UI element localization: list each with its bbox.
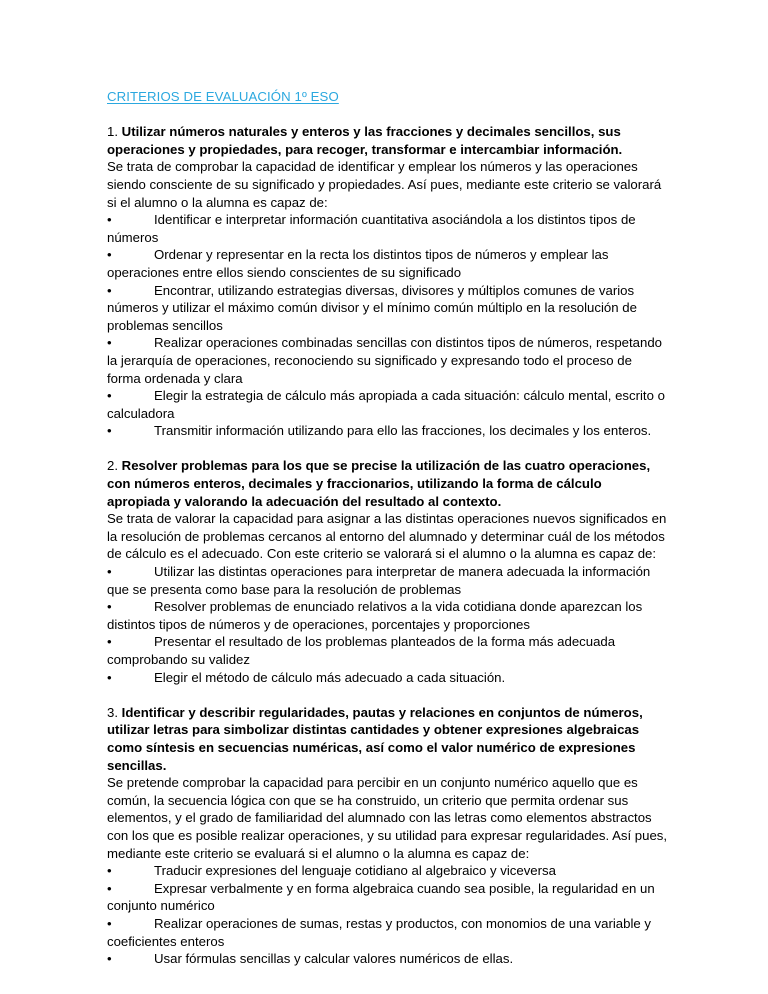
bullet-dot-icon: • [107,388,112,404]
list-item [107,387,668,422]
list-item-text: Realizar operaciones de sumas, restas y productos, con monomios de una variable y coeficientes enteros [107,915,651,949]
list-item [107,598,668,633]
bullet-dot-icon: • [107,212,112,228]
criterion-number: 2. [107,458,122,474]
criterion-body: Se trata de comprobar la capacidad de identificar y emplear los números y las operaciones siendo consciente de su significado y propiedades. Así pues, mediante este criterio se valorará si el alumno o la alumna es capaz de: [107,159,662,210]
bullet-dot-icon: • [107,282,112,298]
criterion-section [107,704,668,968]
list-item [107,880,668,915]
title-spacer [107,106,668,124]
criterion-bullet-list [107,862,668,968]
list-item-text: Elegir la estrategia de cálculo más apropiada a cada situación: cálculo mental, escrito o calculadora [107,388,665,421]
list-item-text: Utilizar las distintas operaciones para interpretar de manera adecuada la información que se presenta como base para la resolución de problemas [107,564,651,597]
criterion-heading [107,123,668,158]
section-spacer [107,686,668,704]
criterion-title: Utilizar números naturales y enteros y las fracciones y decimales sencillos, sus operaciones y propiedades, para recoger, transformar e intercambiar información. [107,124,623,157]
criterion-title: Resolver problemas para los que se precise la utilización de las cuatro operaciones, con números enteros, decimales y fraccionarios, utilizando la forma de cálculo apropiada y valorando la adecuación del resultado al contexto. [107,458,651,509]
list-item-text: Elegir el método de cálculo más adecuado a cada situación. [154,669,506,685]
criterion-heading [107,457,668,510]
criterion-title: Identificar y describir regularidades, pautas y relaciones en conjuntos de números, utilizar letras para simbolizar distintas cantidades y obtener expresiones algebraicas como síntesis en secuencias numéricas, así como el valor numérico de expresiones sencillas. [107,704,643,773]
list-item [107,862,668,880]
criterion-section [107,123,668,440]
criterion-number: 1. [107,124,122,140]
bullet-dot-icon: • [107,634,112,650]
list-item [107,334,668,387]
bullet-dot-icon: • [107,880,112,896]
bullet-dot-icon: • [107,564,112,580]
list-item [107,950,668,968]
bullet-dot-icon: • [107,335,112,351]
bullet-dot-icon: • [107,669,112,685]
criteria-list [107,123,668,968]
list-item-text: Traducir expresiones del lenguaje cotidiano al algebraico y viceversa [154,863,556,879]
criterion-bullet-list [107,563,668,686]
list-item-text: Expresar verbalmente y en forma algebraica cuando sea posible, la regularidad en un conjunto numérico [107,880,655,914]
list-item [107,246,668,281]
bullet-dot-icon: • [107,951,112,967]
page-title: CRITERIOS DE EVALUACIÓN 1º ESO [107,89,339,104]
list-item [107,422,668,440]
list-item [107,633,668,668]
list-item [107,669,668,687]
list-item-text: Presentar el resultado de los problemas planteados de la forma más adecuada comprobando su validez [107,634,616,667]
bullet-dot-icon: • [107,423,112,439]
bullet-dot-icon: • [107,247,112,263]
bullet-dot-icon: • [107,915,112,931]
list-item [107,211,668,246]
section-spacer [107,440,668,458]
list-item-text: Encontrar, utilizando estrategias diversas, divisores y múltiplos comunes de varios números y utilizar el máximo común divisor y el mínimo común múltiplo en la resolución de problemas sencillos [107,282,637,333]
list-item [107,915,668,950]
list-item-text: Resolver problemas de enunciado relativos a la vida cotidiana donde aparezcan los distintos tipos de números y de operaciones, porcentajes y proporciones [107,599,643,632]
list-item-text: Realizar operaciones combinadas sencillas con distintos tipos de números, respetando la jerarquía de operaciones, reconociendo su significado y expresando todo el proceso de forma ordenada y clara [107,335,663,386]
bullet-dot-icon: • [107,599,112,615]
list-item [107,282,668,335]
list-item-text: Usar fórmulas sencillas y calcular valores numéricos de ellas. [154,951,514,967]
criterion-body: Se trata de valorar la capacidad para asignar a las distintas operaciones nuevos significados en la resolución de problemas cercanos al entorno del alumnado y determinar cuál de los métodos de cálculo es el adecuado. Con este criterio se valorará si el alumno o la alumna es capaz de: [107,511,667,562]
list-item-text: Identificar e interpretar información cuantitativa asociándola a los distintos tipos de números [107,212,636,245]
criterion-heading [107,704,668,774]
criterion-body: Se pretende comprobar la capacidad para percibir en un conjunto numérico aquello que es común, la secuencia lógica con que se ha construido, un criterio que permita ordenar sus elementos, y el grado de familiaridad del alumnado con las letras como elementos abstractos con los que es posible realizar operaciones, y su utilidad para expresar regularidades. Así pues, mediante este criterio se evaluará si el alumno o la alumna es capaz de: [107,775,668,861]
criterion-section [107,457,668,686]
list-item [107,563,668,598]
criterion-number: 3. [107,704,122,720]
bullet-dot-icon: • [107,863,112,879]
list-item-text: Transmitir información utilizando para ello las fracciones, los decimales y los enteros. [154,423,652,439]
criterion-bullet-list [107,211,668,440]
list-item-text: Ordenar y representar en la recta los distintos tipos de números y emplear las operaciones entre ellos siendo conscientes de su significado [107,247,609,280]
